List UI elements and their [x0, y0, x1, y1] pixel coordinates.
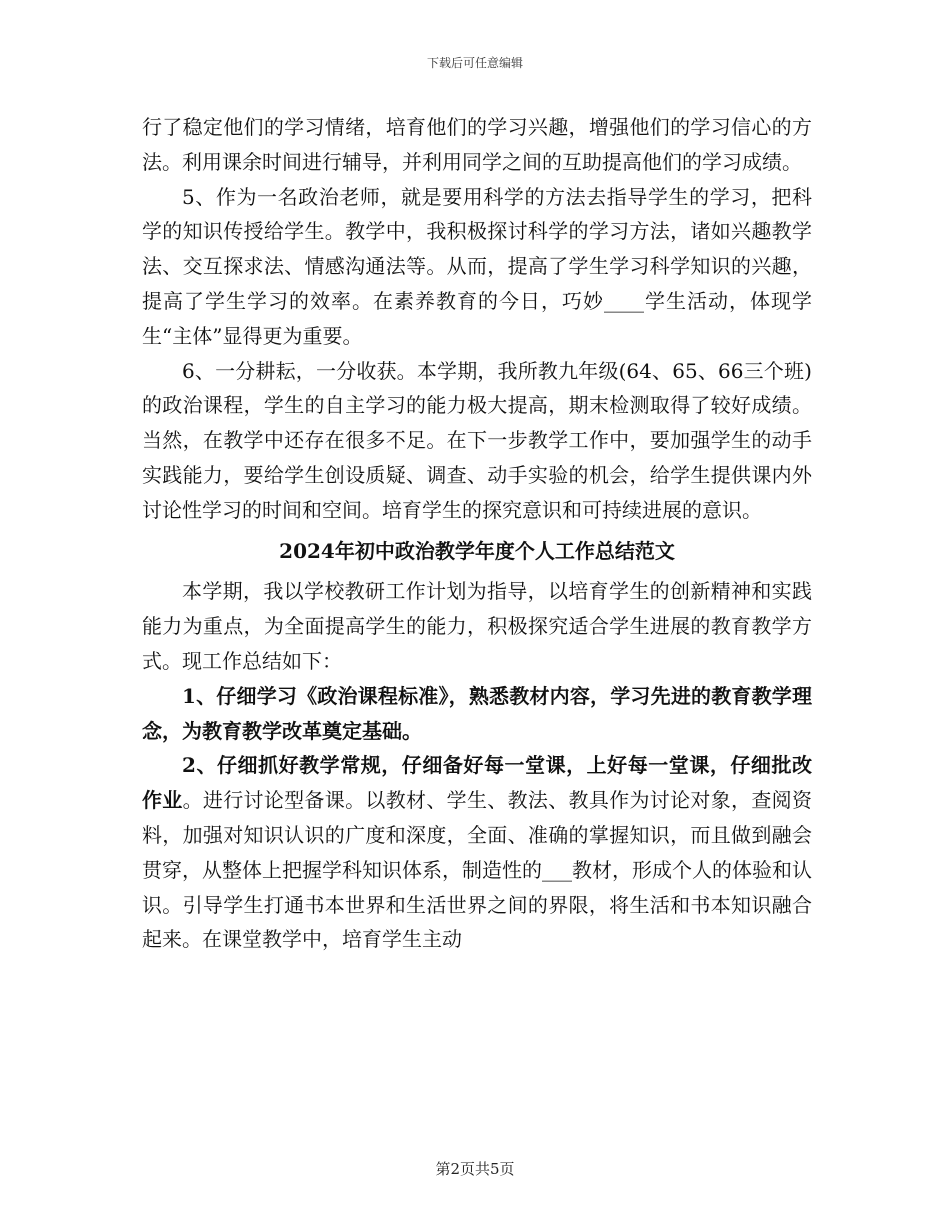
paragraph-point-1: 1、仔细学习《政治课程标准》，熟悉教材内容，学习先进的教育教学理念，为教育教学改革奠定基础。 [142, 683, 812, 743]
paragraph-point-2 [142, 748, 812, 957]
document-body [142, 110, 812, 957]
page-header: 下载后可任意编辑 [426, 56, 523, 70]
paragraph-intro: 本学期，我以学校教研工作计划为指导，以培育学生的创新精神和实践能力为重点，为全面提高学生的能力，积极探究适合学生进展的教育教学方式。现工作总结如下： [142, 579, 812, 673]
section-heading: 2024年初中政治教学年度个人工作总结范文 [279, 538, 675, 563]
paragraph-item-6: 6、一分耕耘，一分收获。本学期，我所教九年级(64、65、66三个班)的政治课程，学生的自主学习的能力极大提高，期末检测取得了较好成绩。当然，在教学中还存在很多不足。在下一步教学工作中，要加强学生的动手实践能力，要给学生创设质疑、调查、动手实验的机会，给学生提供课内外讨论性学习的时间和空间。培育学生的探究意识和可持续进展的意识。 [142, 358, 812, 522]
paragraph-continuation: 行了稳定他们的学习情绪，培育他们的学习兴趣，增强他们的学习信心的方法。利用课余时间进行辅导，并利用同学之间的互助提高他们的学习成绩。 [142, 115, 812, 174]
point-2-lead: 2、仔细抓好教学常规，仔细备好每一堂课，上好每一堂课，仔细批改作业 [142, 753, 812, 813]
paragraph-item-5: 5、作为一名政治老师，就是要用科学的方法去指导学生的学习，把科学的知识传授给学生。教学中，我积极探讨科学的学习方法，诸如兴趣教学法、交互探求法、情感沟通法等。从而，提高了学生学习科学知识的兴趣，提高了学生学习的效率。在素养教育的今日，巧妙____学生活动，体现学生“主体”显得更为重要。 [142, 184, 812, 348]
point-2-text: 。进行讨论型备课。以教材、学生、教法、教具作为讨论对象，查阅资料，加强对知识认识的广度和深度，全面、准确的掌握知识，而且做到融会贯穿，从整体上把握学科知识体系，制造性的___教材，形成个人的体验和认识。引导学生打通书本世界和生活世界之间的界限，将生活和书本知识融合起来。在课堂教学中，培育学生主动 [142, 788, 812, 952]
page-number: 第2页共5页 [435, 1160, 515, 1178]
